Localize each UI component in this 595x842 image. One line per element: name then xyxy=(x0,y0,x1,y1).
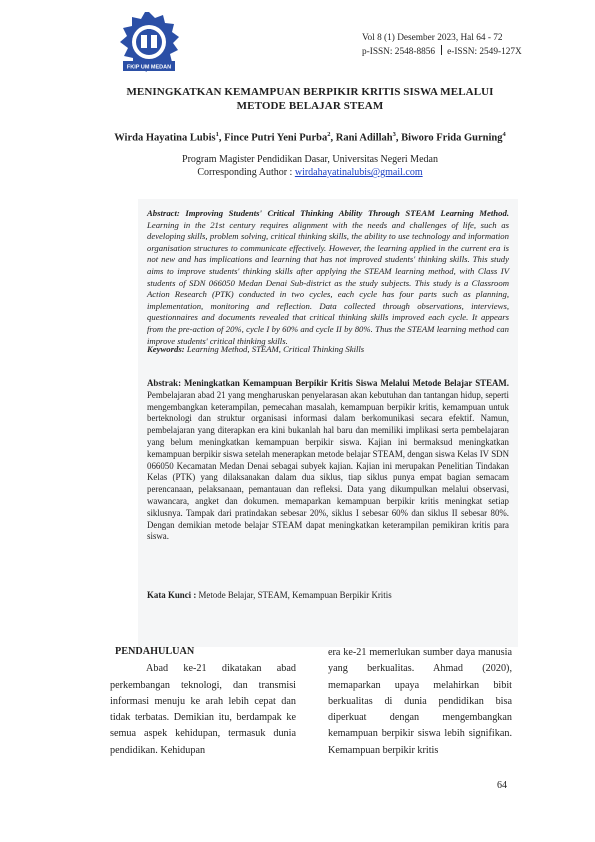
abstract-id-body: Pembelajaran abad 21 yang mengharuskan penyelarasan akan kebutuhan dan tantangan hidup, seperti mengembangkan keterampilan, pemecahan masalah, kemampuan berpikir kritis, kemampuan untuk berteknologi dan struktur organisasi informasi dalam berkomunikasi secara efektif. Namun, pembelajaran yang diterapkan era kini bukanlah hal baru dan memiliki implikasi serta pembelajaran yang belum meningkatkan kemampuan berpikir siswa. Kajian ini bermaksud meningkatkan kemampuan berpikir siswa setelah menerapkan metode belajar STEAM, dengan siswa Kelas IV SDN 066050 Kecamatan Medan Denai sebagai subyek kajian. Kajian ini merupakan Penelitian Tindakan Kelas (PTK) yang dilaksanakan dalam dua siklus, tiap siklus punya empat bagian semacam perencanaan, pelaksanaan, pemantauan dan refleksi. Data yang dikumpulkan melalui observasi, wawancara, angket dan dokumen. memaparkan kemampuan berpikir kritis meningkat setiap siklusnya. Tampak dari pratindakan sebesar 20%, siklus I sebesar 60% dan siklus II sebesar 80%. Dengan demikian metode belajar STEAM dapat meningkatkan keterampilan pemikiran kritis para siswa. xyxy=(147,389,509,542)
author-4-sup: 4 xyxy=(502,131,506,138)
abstract-english xyxy=(147,208,509,347)
author-1: Wirda Hayatina Lubis xyxy=(114,132,216,144)
author-list: Wirda Hayatina Lubis$^1$, Fince Putri Yeni Purba$^2$, Rani Adillah$^3$, Biworo Frida Gurning$^4$ xyxy=(114,131,506,144)
title-line-2: METODE BELAJAR STEAM xyxy=(236,100,384,112)
affiliation-block xyxy=(110,153,510,179)
journal-logo xyxy=(117,11,181,73)
keywords-indonesian xyxy=(147,590,509,600)
title-line-1: MENINGKATKAN KEMAMPUAN BERPIKIR KRITIS SISWA MELALUI xyxy=(126,86,494,98)
keywords-english xyxy=(147,344,509,354)
corresponding-label: Corresponding Author : xyxy=(197,167,295,178)
volume-line: Vol 8 (1) Desember 2023, Hal 64 - 72 xyxy=(362,33,503,43)
corresponding-author xyxy=(110,166,510,179)
author-2: Fince Putri Yeni Purba xyxy=(224,132,328,144)
body-column-left xyxy=(110,644,296,759)
body-paragraph-left: Abad ke-21 dikatakan abad perkembangan teknologi, dan transmisi informasi menuju ke arah lebih cepat dan tidak terbatas. Demikian itu, berdampak ke semua aspek kehidupan, termasuk dunia pendidikan. Kehidupan xyxy=(110,663,296,756)
p-issn: p-ISSN: 2548-8856 xyxy=(362,47,436,57)
keywords-id-label: Kata Kunci : xyxy=(147,590,197,600)
issn-separator xyxy=(441,45,442,55)
logo-text: FKIP UM MEDAN xyxy=(126,64,172,71)
author-3: Rani Adillah xyxy=(335,132,393,144)
author-email-link[interactable]: wirdahayatinalubis@gmail.com xyxy=(294,167,423,178)
abstract-id-lead: Abstrak: Meningkatkan Kemampuan Berpikir Kritis Siswa Melalui Metode Belajar STEAM. xyxy=(147,378,509,388)
body-paragraph-right: era ke-21 memerlukan sumber daya manusia yang berkualitas. Ahmad (2020), memaparkan upaya melahirkan bibit berkualitas di dunia pendidikan bisa diperkuat dengan mengembangkan kemampuan berpikir siswa lebih signifikan. Kemampuan berpikir kritis xyxy=(328,647,512,756)
issn-line xyxy=(362,45,562,59)
journal-info xyxy=(362,31,562,59)
author-2-sup: 2 xyxy=(327,131,331,138)
page-number: 64 xyxy=(497,780,507,791)
program-affiliation: Program Magister Pendidikan Dasar, Universitas Negeri Medan xyxy=(182,154,438,165)
journal-logo-icon xyxy=(117,11,181,73)
abstract-en-body: Learning in the 21st century requires alignment with the needs and challenges of life, such as developing skills, problem solving, critical thinking skills, the ability to use technology and information organisation structures to communicate effectively. However, the learning applied in the current era is not new and has implications and learning that has not improved students' thinking skills. This study aims to improve students' thinking skills after applying the STEAM learning method, with Class IV students of SDN 066050 Medan Denai Sub-district as the study subjects. This study is a Classroom Action Research (PTK) conducted in two cycles, each cycle has four parts such as planning, implementation, monitoring and reflection. Data collected through observations, interviews, questionnaires and documents revealed that critical thinking skills improved each cycle. It appears from the pre-action of 20%, cycle I by 60% and cycle II by 80%. Thus the STEAM learning method can improve students' critical thinking skills. xyxy=(147,219,509,346)
paper-title xyxy=(110,85,510,113)
section-heading: PENDAHULUAN xyxy=(115,646,195,657)
author-3-sup: 3 xyxy=(392,131,396,138)
keywords-en-text: Learning Method, STEAM, Critical Thinking Skills xyxy=(184,344,365,354)
e-issn: e-ISSN: 2549-127X xyxy=(447,47,522,57)
author-4: Biworo Frida Gurning xyxy=(401,132,503,144)
keywords-en-label: Keywords: xyxy=(147,344,185,354)
abstract-indonesian xyxy=(147,378,509,543)
abstract-en-lead: Abstract: Improving Students' Critical Thinking Ability Through STEAM Learning Method. xyxy=(147,208,509,218)
body-column-right xyxy=(328,645,512,759)
keywords-id-text: Metode Belajar, STEAM, Kemampuan Berpikir Kritis xyxy=(196,590,392,600)
author-1-sup: 1 xyxy=(215,131,219,138)
